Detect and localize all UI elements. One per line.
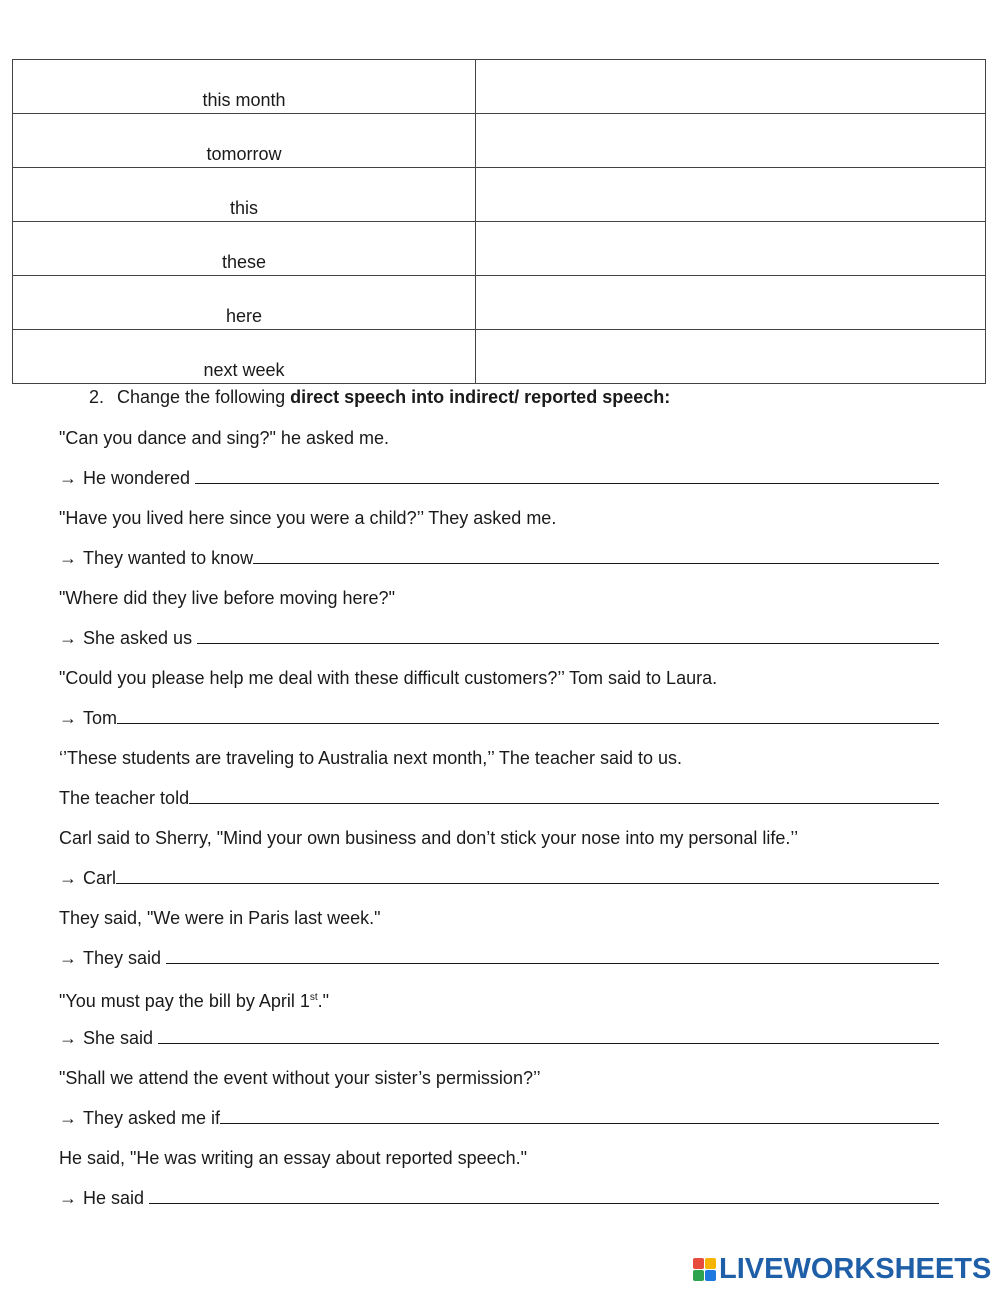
answer-lead-text: They wanted to know	[83, 548, 254, 568]
answer-line	[59, 866, 949, 906]
answer-lead-text: She said	[83, 1028, 159, 1048]
answer-line	[59, 466, 949, 506]
answer-blank-input[interactable]	[158, 1027, 939, 1044]
word-cell	[13, 222, 476, 276]
answer-blank-input[interactable]	[253, 547, 939, 564]
answer-blank-input[interactable]	[149, 1187, 939, 1204]
prompt-line: He said, "He was writing an essay about reported speech."	[59, 1148, 528, 1168]
section-2-heading	[89, 387, 670, 408]
answer-lead-text: They said	[83, 948, 167, 968]
word-cell	[13, 330, 476, 384]
answer-cell[interactable]	[476, 60, 986, 114]
answer-blank-input[interactable]	[197, 627, 939, 644]
answer-lead-text: Tom	[83, 708, 118, 728]
word-label: this month	[202, 90, 286, 110]
arrow-icon: →	[59, 708, 77, 728]
answer-line	[59, 1026, 949, 1066]
prompt-line: "Where did they live before moving here?"	[59, 588, 395, 608]
instruction-bold: direct speech into indirect/ reported speech:	[290, 387, 671, 407]
word-cell	[13, 114, 476, 168]
answer-blank-input[interactable]	[189, 787, 939, 804]
table-row	[13, 222, 986, 276]
answer-line	[59, 1106, 949, 1146]
prompt-line: "Can you dance and sing?" he asked me.	[59, 428, 389, 448]
logo-tiles-icon	[693, 1258, 716, 1281]
arrow-icon: →	[59, 548, 77, 568]
answer-line	[59, 546, 949, 586]
answer-lead-text: The teacher told	[59, 788, 190, 808]
prompt-line: They said, "We were in Paris last week."	[59, 908, 381, 928]
arrow-icon: →	[59, 628, 77, 648]
answer-cell[interactable]	[476, 114, 986, 168]
word-cell	[13, 60, 476, 114]
vocabulary-table	[12, 59, 986, 384]
table-row	[13, 330, 986, 384]
word-label: this	[229, 198, 258, 218]
prompt-line: Carl said to Sherry, "Mind your own business and don’t stick your nose into my personal life.’’	[59, 828, 799, 848]
exercise-items	[59, 426, 949, 1226]
answer-cell[interactable]	[476, 222, 986, 276]
prompt-line: "Shall we attend the event without your sister’s permission?’’	[59, 1068, 541, 1088]
instruction-text: Change the following	[117, 387, 291, 407]
answer-lead-text: He wondered	[83, 468, 196, 488]
answer-line	[59, 706, 949, 746]
arrow-icon: →	[59, 868, 77, 888]
arrow-icon: →	[59, 1028, 77, 1048]
word-cell	[13, 168, 476, 222]
table-row	[13, 60, 986, 114]
section-number: 2.	[89, 387, 105, 407]
prompt-line: "Could you please help me deal with these difficult customers?’’ Tom said to Laura.	[59, 668, 718, 688]
table-row	[13, 168, 986, 222]
answer-cell[interactable]	[476, 330, 986, 384]
table-row	[13, 114, 986, 168]
answer-blank-input[interactable]	[117, 707, 939, 724]
answer-cell[interactable]	[476, 168, 986, 222]
table-row	[13, 276, 986, 330]
prompt-line: "You must pay the bill by April 1st."	[59, 991, 330, 1011]
prompt-line: ‘’These students are traveling to Australia next month,’’ The teacher said to us.	[59, 748, 683, 768]
word-label: here	[225, 306, 263, 326]
word-label: tomorrow	[206, 144, 282, 164]
logo-wordmark: LIVEWORKSHEETS	[719, 1252, 992, 1285]
answer-blank-input[interactable]	[116, 867, 939, 884]
answer-lead-text: He said	[83, 1188, 150, 1208]
answer-line	[59, 786, 949, 826]
prompt-line: "Have you lived here since you were a child?’’ They asked me.	[59, 508, 557, 528]
arrow-icon: →	[59, 468, 77, 488]
arrow-icon: →	[59, 1108, 77, 1128]
liveworksheets-logo	[693, 1252, 991, 1286]
arrow-icon: →	[59, 1188, 77, 1208]
answer-lead-text: They asked me if	[83, 1108, 221, 1128]
answer-line	[59, 946, 949, 986]
arrow-icon: →	[59, 948, 77, 968]
answer-line	[59, 1186, 949, 1226]
answer-lead-text: She asked us	[83, 628, 198, 648]
answer-line	[59, 626, 949, 666]
answer-cell[interactable]	[476, 276, 986, 330]
answer-blank-input[interactable]	[220, 1107, 939, 1124]
answer-blank-input[interactable]	[195, 467, 939, 484]
answer-blank-input[interactable]	[166, 947, 939, 964]
word-label: next week	[203, 360, 285, 380]
word-label: these	[221, 252, 267, 272]
answer-lead-text: Carl	[83, 868, 117, 888]
word-cell	[13, 276, 476, 330]
